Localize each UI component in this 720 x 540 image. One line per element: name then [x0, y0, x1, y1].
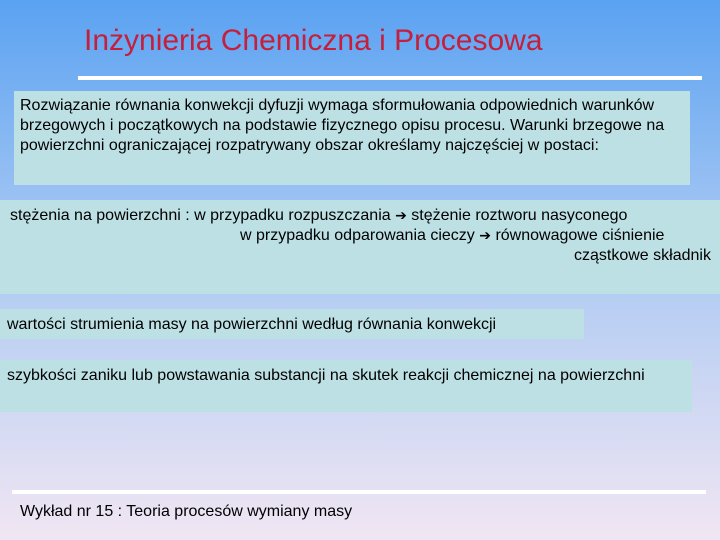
footer-lecture-label: Wykład nr 15 : Teoria procesów wymiany masy [20, 503, 353, 520]
title-divider [78, 76, 702, 80]
mass-flux-condition-box: wartości strumienia masy na powierzchni według równania konwekcji [0, 309, 584, 339]
slide-title: Inżynieria Chemiczna i Procesowa [84, 24, 543, 57]
saturated-solution-text: stężenie roztworu nasyconego [411, 207, 628, 224]
reaction-rate-condition-box: szybkości zaniku lub powstawania substancji na skutek reakcji chemicznej na powierzchni [0, 360, 692, 412]
equilibrium-pressure-text: równowagowe ciśnienie [495, 227, 665, 244]
concentration-condition-box [0, 200, 720, 294]
arrow-right-icon: ➔ [479, 228, 491, 244]
evaporation-text: w przypadku odparowania cieczy [240, 227, 475, 244]
concentration-line-1 [10, 206, 720, 226]
arrow-right-icon: ➔ [395, 208, 407, 224]
concentration-line-3: cząstkowe składnik [574, 247, 711, 264]
intro-text-box: Rozwiązanie równania konwekcji dyfuzji wymaga sformułowania odpowiednich warunków brzegowych i początkowych na podstawie fizycznego opisu procesu. Warunki brzegowe na powierzchni ograniczającej rozpatrywany obszar określamy najczęściej w postaci: [14, 91, 690, 185]
concentration-dissolution-text: stężenia na powierzchni : w przypadku rozpuszczania [10, 207, 391, 224]
footer-divider [12, 490, 706, 494]
concentration-line-2 [10, 226, 720, 246]
